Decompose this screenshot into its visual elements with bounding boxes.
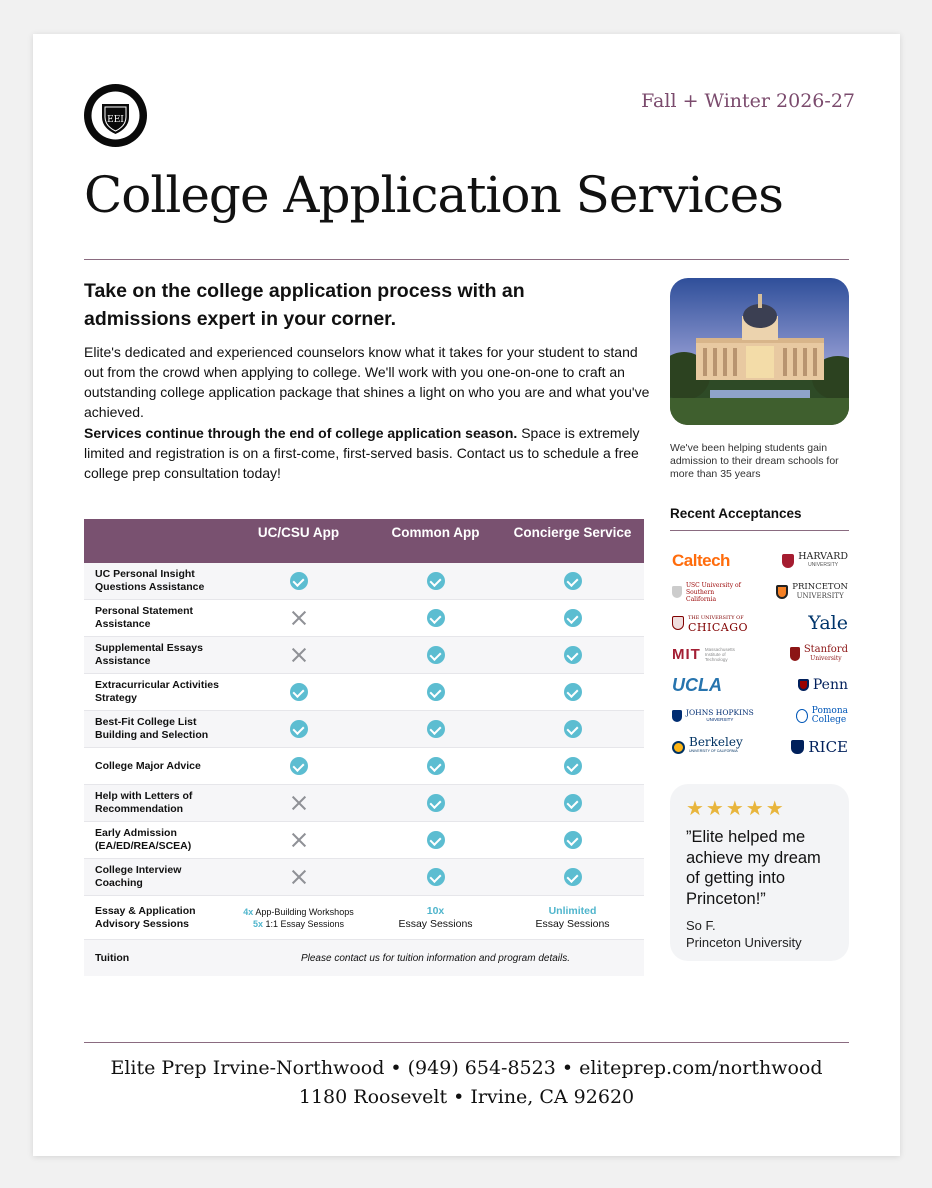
acceptances-divider <box>670 530 849 531</box>
table-cell <box>367 831 504 849</box>
table-cell <box>230 757 367 775</box>
table-cell <box>504 572 641 590</box>
feature-label: College Interview Coaching <box>95 864 182 889</box>
services-comparison-table <box>84 519 644 976</box>
feature-label: Extracurricular Activities Strategy <box>95 679 219 704</box>
acceptance-logos <box>670 544 850 764</box>
table-row-tuition <box>84 940 644 976</box>
column-uc-csu: UC/CSU App <box>257 525 340 540</box>
intro-paragraph: Elite's dedicated and experienced counselors know what it takes for your student to stand out from the crowd when applying to college. We'll work with you one-on-one to craft an outstanding college application package that shines a light on who you are and what you've achieved. <box>84 344 650 420</box>
common-session-label: Essay Sessions <box>398 917 473 930</box>
essay-session-count: 5x <box>252 918 263 929</box>
svg-text:EEI: EEI <box>107 115 124 125</box>
feature-label: Best-Fit College List Building and Selection <box>95 716 209 741</box>
feature-label: Personal Statement Assistance <box>95 605 194 630</box>
checkmark-icon <box>564 683 582 701</box>
campus-photo <box>670 278 849 425</box>
acceptances-title: Recent Acceptances <box>670 506 802 521</box>
penn-logo: Penn <box>798 673 848 697</box>
footer-contact: Elite Prep Irvine-Northwood • (949) 654-8523 • eliteprep.com/northwood <box>110 1057 823 1079</box>
common-sessions-cell <box>367 905 504 931</box>
checkmark-icon <box>427 720 445 738</box>
photo-caption: We've been helping students gain admission to their dream schools for more than 35 years <box>670 442 839 480</box>
intro-paragraph-availability <box>84 423 656 483</box>
x-icon <box>290 609 308 627</box>
column-concierge: Concierge Service <box>513 525 632 540</box>
caltech-logo: Caltech <box>672 551 730 570</box>
workshop-count: 4x <box>243 906 254 917</box>
season-label: Fall + Winter 2026-27 <box>641 90 855 112</box>
common-session-count: 10x <box>426 904 445 917</box>
yale-logo: Yale <box>808 612 848 634</box>
feature-label: Help with Letters of Recommendation <box>95 790 193 815</box>
checkmark-icon <box>290 683 308 701</box>
table-row <box>84 637 644 674</box>
x-icon <box>290 831 308 849</box>
table-row-sessions <box>84 896 644 940</box>
table-cell <box>504 609 641 627</box>
table-cell <box>367 868 504 886</box>
checkmark-icon <box>427 609 445 627</box>
checkmark-icon <box>564 572 582 590</box>
table-cell <box>367 683 504 701</box>
availability-text: Space is extremely limited and registration is on a first-come, first-served basis. Contact us to schedule a free college prep consultation today! <box>84 425 640 481</box>
table-row <box>84 711 644 748</box>
table-row <box>84 600 644 637</box>
testimonial-quote: ”Elite helped me achieve my dream of getting into Princeton!” <box>686 828 821 908</box>
table-cell <box>230 831 367 849</box>
checkmark-icon <box>290 572 308 590</box>
essay-session-label: 1:1 Essay Sessions <box>262 918 345 929</box>
feature-label: Early Admission (EA/ED/REA/SCEA) <box>95 827 192 852</box>
concierge-session-label: Essay Sessions <box>535 917 610 930</box>
table-cell <box>230 683 367 701</box>
feature-label: UC Personal Insight Questions Assistance <box>95 568 205 593</box>
pomona-logo: Pomona College <box>796 704 848 728</box>
table-cell <box>504 720 641 738</box>
table-cell <box>367 720 504 738</box>
workshop-label: App-Building Workshops <box>253 906 354 917</box>
testimonial-card <box>670 784 849 961</box>
berkeley-logo: Berkeley UNIVERSITY OF CALIFORNIA <box>672 735 743 759</box>
table-cell <box>504 794 641 812</box>
table-cell <box>230 609 367 627</box>
uchicago-logo: THE UNIVERSITY OF CHICAGO <box>672 611 748 635</box>
table-row <box>84 563 644 600</box>
checkmark-icon <box>427 646 445 664</box>
table-cell <box>504 646 641 664</box>
rice-logo: RICE <box>791 735 848 759</box>
tuition-note: Please contact us for tuition information and program details. <box>300 952 571 964</box>
footer-address: 1180 Roosevelt • Irvine, CA 92620 <box>298 1086 635 1108</box>
table-cell <box>230 794 367 812</box>
header-divider <box>84 259 849 260</box>
feature-label: Essay & Application Advisory Sessions <box>95 904 196 930</box>
table-cell <box>230 646 367 664</box>
column-common-app: Common App <box>391 525 480 540</box>
table-cell <box>367 757 504 775</box>
table-cell <box>504 757 641 775</box>
footer-divider <box>84 1042 849 1043</box>
table-cell <box>504 868 641 886</box>
availability-lead: Services continue through the end of college application season. <box>84 425 518 441</box>
checkmark-icon <box>290 757 308 775</box>
stanford-logo: Stanford University <box>790 642 848 666</box>
table-row <box>84 859 644 896</box>
table-cell <box>230 572 367 590</box>
harvard-logo: HARVARD UNIVERSITY <box>782 549 848 573</box>
checkmark-icon <box>427 683 445 701</box>
author-name: So F. <box>686 918 716 933</box>
feature-label: Supplemental Essays Assistance <box>95 642 203 667</box>
princeton-logo: PRINCETON UNIVERSITY <box>776 580 848 604</box>
table-cell <box>504 683 641 701</box>
table-cell <box>230 720 367 738</box>
checkmark-icon <box>564 646 582 664</box>
feature-label: College Major Advice <box>95 759 201 772</box>
table-row <box>84 822 644 859</box>
testimonial-author <box>686 917 833 951</box>
five-star-rating: ★★★★★ <box>686 798 786 820</box>
table-cell <box>367 572 504 590</box>
table-body <box>84 563 644 896</box>
table-cell <box>367 609 504 627</box>
checkmark-icon <box>564 757 582 775</box>
checkmark-icon <box>564 609 582 627</box>
elite-shield-logo <box>84 84 147 147</box>
table-cell <box>367 794 504 812</box>
uc-sessions-cell <box>230 906 367 930</box>
table-row <box>84 748 644 785</box>
checkmark-icon <box>427 757 445 775</box>
table-cell <box>367 646 504 664</box>
usc-logo: USC University of Southern California <box>672 580 746 604</box>
author-school: Princeton University <box>686 935 802 950</box>
checkmark-icon <box>427 794 445 812</box>
checkmark-icon <box>564 868 582 886</box>
concierge-sessions-cell <box>504 905 641 931</box>
x-icon <box>290 794 308 812</box>
concierge-session-count: Unlimited <box>548 904 597 917</box>
table-cell <box>230 868 367 886</box>
table-cell <box>504 831 641 849</box>
mit-logo: MIT Massachusetts Institute of Technology <box>672 645 735 663</box>
checkmark-icon <box>564 831 582 849</box>
table-row <box>84 674 644 711</box>
checkmark-icon <box>427 868 445 886</box>
feature-label: Tuition <box>95 951 130 964</box>
intro-headline: Take on the college application process with an admissions expert in your corner. <box>84 280 525 330</box>
checkmark-icon <box>564 720 582 738</box>
x-icon <box>290 646 308 664</box>
table-header <box>84 519 644 563</box>
checkmark-icon <box>427 572 445 590</box>
flyer-page <box>33 34 900 1156</box>
page-title: College Application Services <box>84 166 783 224</box>
checkmark-icon <box>290 720 308 738</box>
table-row <box>84 785 644 822</box>
johns-hopkins-logo: JOHNS HOPKINS UNIVERSITY <box>672 704 754 728</box>
checkmark-icon <box>564 794 582 812</box>
ucla-logo: UCLA <box>672 674 722 695</box>
checkmark-icon <box>427 831 445 849</box>
x-icon <box>290 868 308 886</box>
